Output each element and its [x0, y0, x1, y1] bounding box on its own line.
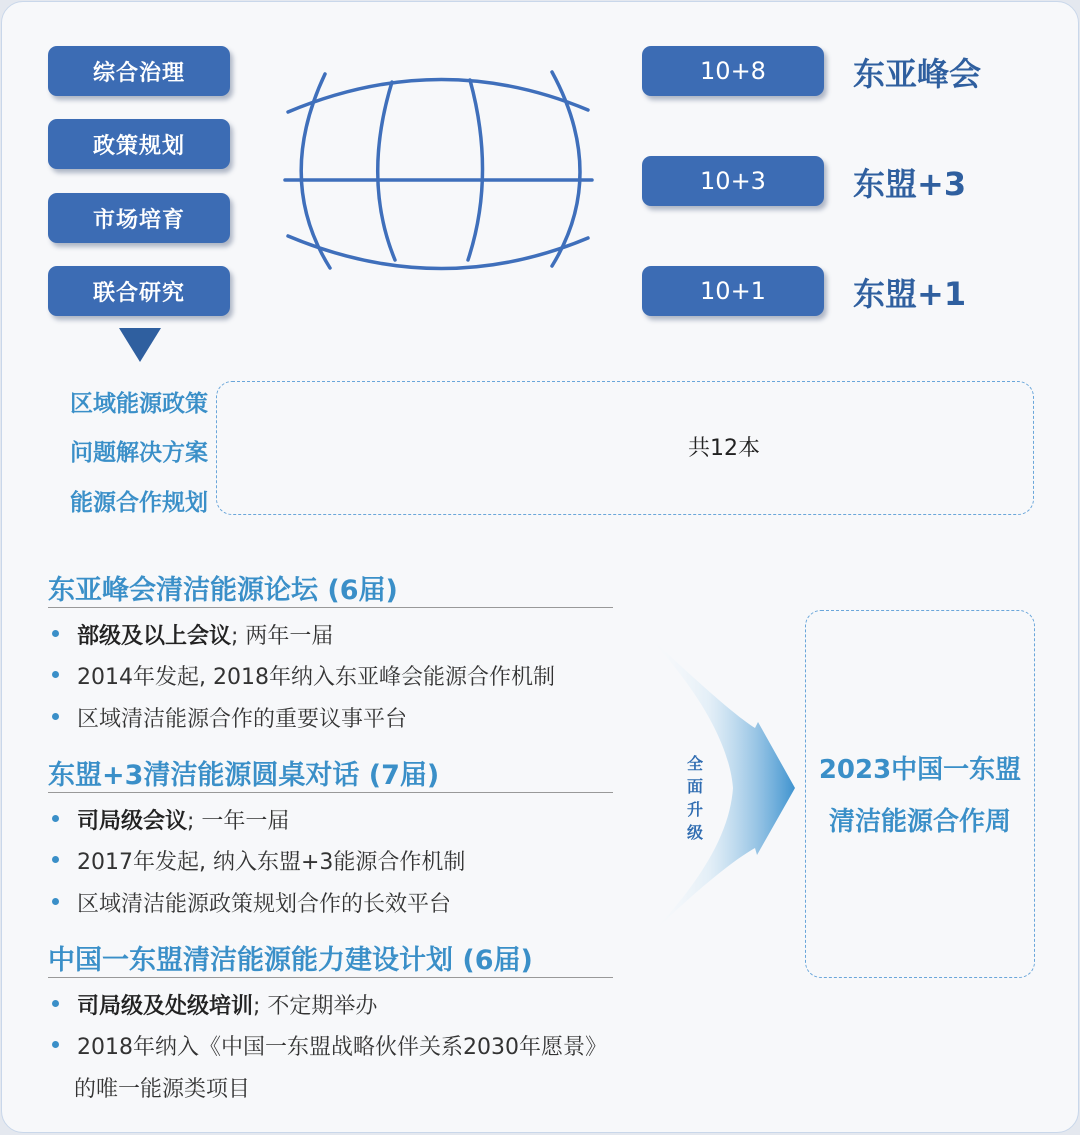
cooperation-week-title-line2: 清洁能源合作周 — [828, 807, 1011, 837]
list-item — [48, 989, 377, 1020]
bullet-bold-text: 司局级及处级培训 — [77, 994, 254, 1019]
outcome-regional-energy-policy: 区域能源政策 — [70, 391, 208, 417]
outcome-problem-solutions: 问题解决方案 — [70, 440, 208, 466]
cooperation-week-title-line1: 2023中国一东盟 — [818, 755, 1022, 785]
section-title-eas-forum: 东亚峰会清洁能源论坛 (6届) — [48, 575, 398, 606]
bullet-text: 区域清洁能源政策规划合作的长效平台 — [77, 892, 452, 917]
bullet-dot-icon — [52, 630, 59, 637]
list-item — [48, 660, 555, 691]
down-arrow-icon — [119, 328, 161, 362]
list-item — [48, 887, 451, 918]
list-item — [48, 1030, 607, 1061]
bullet-dot-icon — [52, 856, 59, 863]
label-asean-plus-3: 东盟+3 — [853, 165, 967, 203]
bullet-text: 2018年纳入《中国一东盟战略伙伴关系2030年愿景》 — [77, 1035, 607, 1060]
list-item — [48, 804, 289, 835]
pill-market-cultivation: 市场培育 — [48, 193, 230, 243]
bullet-dot-icon — [52, 1000, 59, 1007]
section-title-asean3-roundtable: 东盟+3清洁能源圆桌对话 (7届) — [48, 760, 440, 791]
label-east-asia-summit: 东亚峰会 — [853, 55, 982, 93]
pill-10-1: 10+1 — [642, 266, 824, 316]
bullet-text: ; 不定期举办 — [253, 994, 378, 1019]
section-divider — [48, 792, 613, 793]
bullet-bold-text: 部级及以上会议 — [77, 624, 232, 649]
upgrade-arrow-icon — [615, 600, 800, 970]
bullet-dot-icon — [52, 671, 59, 678]
bullet-dot-icon — [52, 1041, 59, 1048]
label-asean-plus-1: 东盟+1 — [853, 275, 967, 313]
list-item — [48, 619, 333, 650]
pill-10-3: 10+3 — [642, 156, 824, 206]
bullet-dot-icon — [52, 713, 59, 720]
bullet-text: ; 两年一届 — [231, 624, 334, 649]
outcomes-box — [216, 381, 1034, 515]
pill-10-8: 10+8 — [642, 46, 824, 96]
bullet-text: 2017年发起, 纳入东盟+3能源合作机制 — [77, 850, 466, 875]
list-item — [48, 845, 465, 876]
list-item-continuation: 的唯一能源类项目 — [74, 1077, 251, 1102]
outcome-energy-cooperation-plan: 能源合作规划 — [70, 490, 208, 516]
section-divider — [48, 977, 613, 978]
section-divider — [48, 607, 613, 608]
bullet-bold-text: 司局级会议 — [77, 809, 188, 834]
bullet-dot-icon — [52, 815, 59, 822]
list-item — [48, 702, 407, 733]
pill-comprehensive-governance: 综合治理 — [48, 46, 230, 96]
bullet-text: 区域清洁能源合作的重要议事平台 — [77, 707, 408, 732]
pill-joint-research: 联合研究 — [48, 266, 230, 316]
pill-policy-planning: 政策规划 — [48, 119, 230, 169]
outcomes-total: 共12本 — [688, 436, 760, 461]
bullet-text: 2014年发起, 2018年纳入东亚峰会能源合作机制 — [77, 665, 555, 690]
bullet-dot-icon — [52, 898, 59, 905]
cooperation-week-box — [805, 610, 1035, 978]
section-title-capacity-building: 中国一东盟清洁能源能力建设计划 (6届) — [48, 945, 533, 976]
bullet-text: ; 一年一届 — [187, 809, 290, 834]
globe-icon — [280, 60, 600, 275]
upgrade-label: 全面升级 — [686, 754, 703, 842]
